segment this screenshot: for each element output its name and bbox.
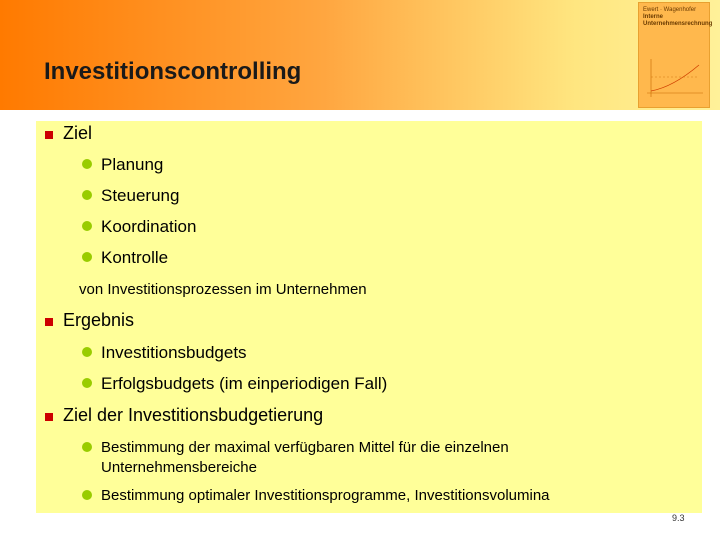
list-item-continuation: Unternehmensbereiche	[101, 459, 257, 476]
bullet-dot-icon	[82, 442, 92, 452]
section-note: von Investitionsprozessen im Unternehmen	[79, 281, 367, 298]
list-item: Bestimmung der maximal verfügbaren Mittel für die einzelnen	[101, 439, 509, 456]
bullet-dot-icon	[82, 159, 92, 169]
book-cover-image	[638, 2, 713, 108]
list-item: Investitionsbudgets	[101, 343, 247, 362]
book-title-line1: Interne	[643, 14, 664, 20]
list-item: Bestimmung optimaler Investitionsprogramme, Investitionsvolumina	[101, 487, 550, 504]
section-heading-ergebnis: Ergebnis	[63, 310, 135, 330]
page-title: Investitionscontrolling	[44, 58, 302, 85]
bullet-square-icon	[45, 318, 53, 326]
bullet-dot-icon	[82, 490, 92, 500]
section-heading-budgetierung: Ziel der Investitionsbudgetierung	[63, 405, 324, 425]
book-cover-graph-icon	[643, 57, 705, 101]
book-author: Ewert · Wagenhofer	[643, 7, 697, 13]
bullet-dot-icon	[82, 221, 92, 231]
bullet-square-icon	[45, 413, 53, 421]
bullet-dot-icon	[82, 252, 92, 262]
list-item: Planung	[101, 155, 164, 174]
book-title-line2: Unternehmensrechnung	[643, 21, 713, 27]
list-item: Steuerung	[101, 186, 180, 205]
header-banner	[0, 0, 720, 110]
bullet-square-icon	[45, 131, 53, 139]
list-item: Kontrolle	[101, 248, 169, 267]
section-heading-ziel: Ziel	[63, 123, 93, 143]
page-number: 9.3	[672, 513, 685, 523]
list-item: Erfolgsbudgets (im einperiodigen Fall)	[101, 374, 388, 393]
bullet-dot-icon	[82, 347, 92, 357]
list-item: Koordination	[101, 217, 197, 236]
bullet-dot-icon	[82, 190, 92, 200]
book-cover-text	[643, 7, 712, 28]
bullet-dot-icon	[82, 378, 92, 388]
